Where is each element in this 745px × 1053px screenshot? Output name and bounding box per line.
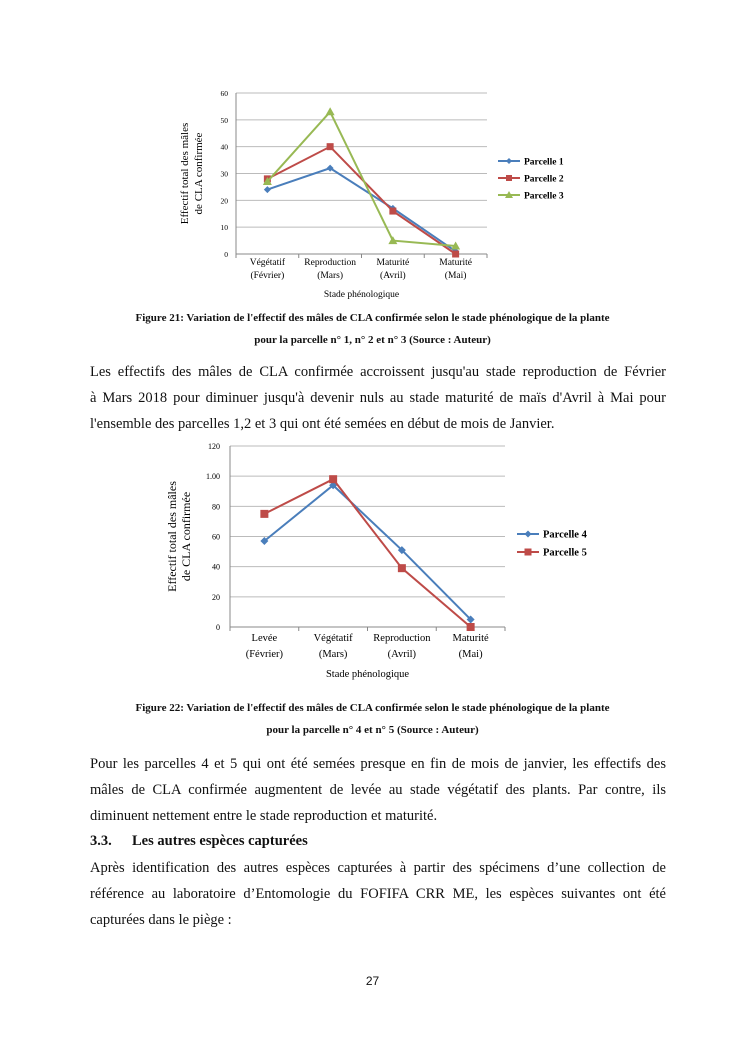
x-tick-label: (Mai) <box>444 271 467 281</box>
y-tick-label: 60 <box>212 532 220 542</box>
y-tick-label: 40 <box>220 142 228 152</box>
data-point-marker <box>326 107 335 115</box>
x-tick-label: Végétatif <box>313 633 353 644</box>
y-tick-label: 40 <box>212 562 220 572</box>
x-tick-label: Maturité <box>376 258 410 268</box>
x-tick-label: (Mars) <box>318 649 348 660</box>
y-tick-label: 1.00 <box>206 472 220 482</box>
x-tick-label: (Avril) <box>387 649 417 660</box>
y-tick-label: 0 <box>216 623 220 632</box>
text-line: diminuent nettement entre le stade reproduction et maturité. <box>90 808 438 824</box>
y-tick-label: 0 <box>224 250 228 259</box>
x-tick-label: (Mars) <box>317 271 344 281</box>
y-tick-label: 30 <box>220 169 228 179</box>
caption-line: Figure 21: Variation de l'effectif des mâles de CLA confirmée selon le stade phénologique de la plante <box>135 312 610 324</box>
data-point-marker <box>452 251 459 258</box>
figure-22-chart <box>160 435 610 690</box>
section-number: 3.3. <box>90 833 112 849</box>
text-line: Pour les parcelles 4 et 5 qui ont été semées presque en fin de mois de janvier, les effectifs des <box>90 756 666 772</box>
text-line: capturées dans le piège : <box>90 912 232 928</box>
y-axis-label: Effectif total des mâles <box>179 122 191 225</box>
section-title: Les autres espèces capturées <box>132 833 308 849</box>
y-tick-label: 120 <box>208 442 220 451</box>
text-line: à Mars 2018 pour diminuer jusqu'à devenir nuls au stade maturité de maïs d'Avril à Mai pour <box>90 390 666 406</box>
text-line: l'ensemble des parcelles 1,2 et 3 qui ont été semées en début de mois de Janvier. <box>90 416 555 432</box>
figure-22-caption <box>60 697 685 741</box>
text-line: référence au laboratoire d’Entomologie du FOFIFA CRR ME, les espèces suivantes ont été <box>90 886 666 902</box>
data-point-marker <box>329 475 337 483</box>
caption-line: pour la parcelle n° 4 et n° 5 (Source : Auteur) <box>266 724 479 736</box>
x-tick-label: Maturité <box>439 258 472 268</box>
page-number: 27 <box>365 974 380 988</box>
series-line-parcelle-1 <box>267 168 455 251</box>
x-tick-label: Végétatif <box>249 258 286 268</box>
data-point-marker <box>525 531 532 538</box>
text-line: mâles de CLA confirmée augmentent de levée au stade végétatif des plants. Par contre, ils <box>90 782 666 798</box>
x-axis-label: Stade phénologique <box>323 290 400 300</box>
y-tick-label: 20 <box>212 592 220 602</box>
x-tick-label: (Avril) <box>380 271 406 281</box>
data-point-marker <box>398 564 406 572</box>
x-axis-label: Stade phénologique <box>325 669 410 680</box>
legend-label: Parcelle 3 <box>524 191 564 202</box>
x-tick-label: Reproduction <box>304 258 356 268</box>
x-tick-label: Levée <box>251 633 278 644</box>
text-line: Après identification des autres espèces capturées à partir des spécimens d’une collection de <box>90 860 666 876</box>
caption-line: Figure 22: Variation de l'effectif des mâles de CLA confirmée selon le stade phénologique de la plante <box>135 702 610 714</box>
paragraph-1 <box>90 359 666 437</box>
y-tick-label: 60 <box>220 89 228 98</box>
caption-line: pour la parcelle n° 1, n° 2 et n° 3 (Source : Auteur) <box>254 334 491 346</box>
y-axis-label: de CLA confirmée <box>179 491 193 582</box>
y-tick-label: 10 <box>220 223 228 233</box>
y-tick-label: 50 <box>220 115 228 125</box>
text-line: Les effectifs des mâles de CLA confirmée accroissent jusqu'au stade reproduction de Février <box>90 364 666 380</box>
x-tick-label: (Février) <box>250 271 285 281</box>
x-tick-label: Reproduction <box>373 633 431 644</box>
y-tick-label: 80 <box>212 502 220 512</box>
x-tick-label: (Mai) <box>458 649 483 660</box>
paragraph-3 <box>90 855 666 933</box>
figure-21-caption <box>60 307 685 351</box>
data-point-marker <box>260 510 268 518</box>
legend-label: Parcelle 1 <box>524 157 564 168</box>
series-line-parcelle-5 <box>264 479 470 627</box>
y-axis-label: Effectif total des mâles <box>165 481 179 592</box>
data-point-marker <box>389 208 396 215</box>
data-point-marker <box>506 175 512 181</box>
legend-label: Parcelle 2 <box>524 174 564 185</box>
section-heading <box>90 833 308 850</box>
data-point-marker <box>525 549 532 556</box>
figure-21-chart <box>170 80 590 310</box>
data-point-marker <box>506 158 512 164</box>
legend-label: Parcelle 5 <box>543 547 587 559</box>
y-tick-label: 20 <box>220 196 228 206</box>
paragraph-2 <box>90 751 666 829</box>
x-tick-label: (Février) <box>245 649 284 660</box>
x-tick-label: Maturité <box>452 633 489 644</box>
legend-label: Parcelle 4 <box>543 529 587 541</box>
data-point-marker <box>467 623 475 631</box>
data-point-marker <box>327 143 334 150</box>
data-point-marker <box>264 186 271 193</box>
y-axis-label: de CLA confirmée <box>193 132 205 215</box>
